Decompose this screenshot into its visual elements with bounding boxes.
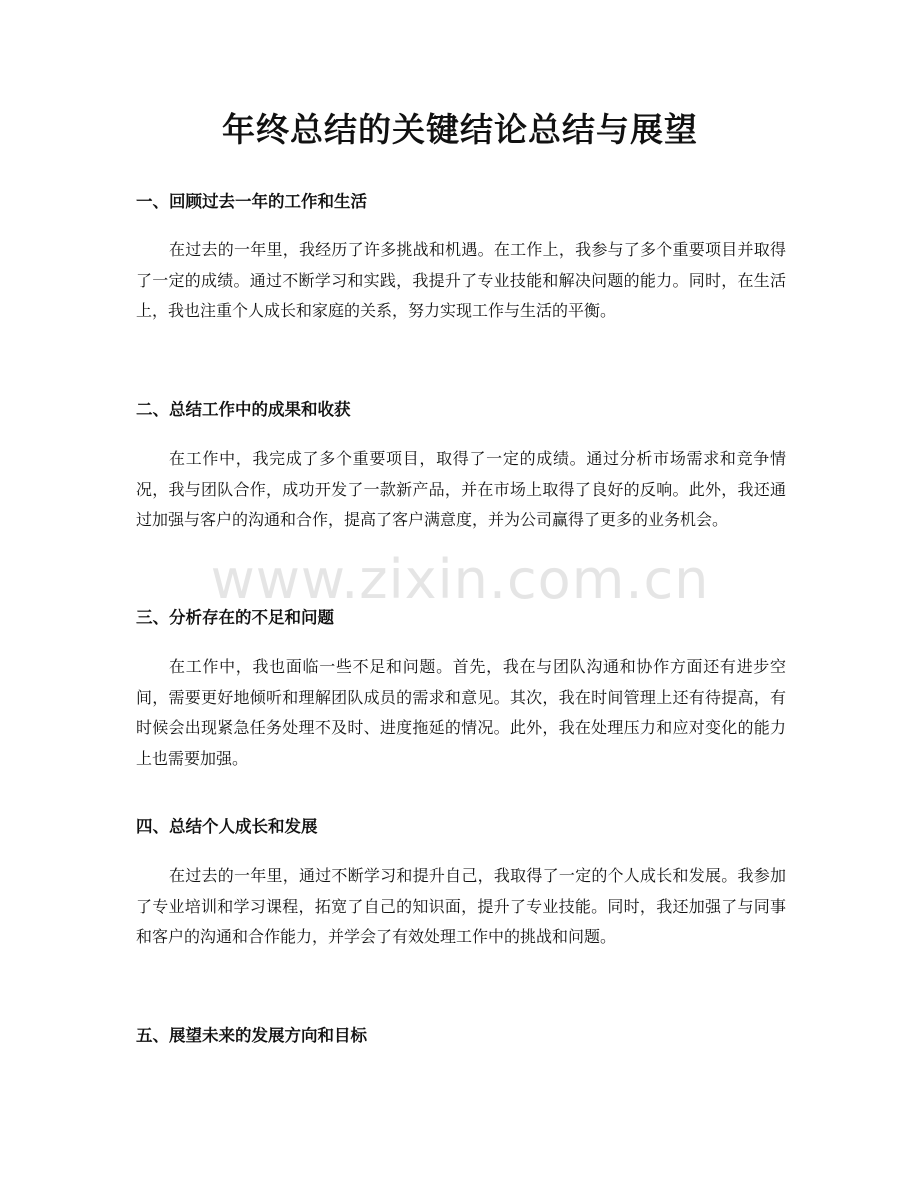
section-body-4: 在过去的一年里，通过不断学习和提升自己，我取得了一定的个人成长和发展。我参加了专业培训和学习课程，拓宽了自己的知识面，提升了专业技能。同时，我还加强了与同事和客户的沟通和合作能力，并学会了有效处理工作中的挑战和问题。 [136,866,786,946]
section-body-1: 在过去的一年里，我经历了许多挑战和机遇。在工作上，我参与了多个重要项目并取得了一定的成绩。通过不断学习和实践，我提升了专业技能和解决问题的能力。同时，在生活上，我也注重个人成长和家庭的关系，努力实现工作与生活的平衡。 [136,240,786,320]
section-body-3: 在工作中，我也面临一些不足和问题。首先，我在与团队沟通和协作方面还有进步空间，需要更好地倾听和理解团队成员的需求和意见。其次，我在时间管理上还有待提高，有时候会出现紧急任务处理不及时、进度拖延的情况。此外，我在处理压力和应对变化的能力上也需要加强。 [136,657,786,768]
section-heading-1: 一、回顾过去一年的工作和生活 [136,192,367,211]
section-heading-5: 五、展望未来的发展方向和目标 [136,1026,367,1045]
document-title: 年终总结的关键结论总结与展望 [222,110,698,149]
section-heading-4: 四、总结个人成长和发展 [136,817,318,836]
section-heading-2: 二、总结工作中的成果和收获 [136,400,351,419]
section-heading-3: 三、分析存在的不足和问题 [136,608,334,627]
watermark-text: www.zixin.com.cn [210,548,710,611]
section-body-2: 在工作中，我完成了多个重要项目，取得了一定的成绩。通过分析市场需求和竞争情况，我与团队合作，成功开发了一款新产品，并在市场上取得了良好的反响。此外，我还通过加强与客户的沟通和合作，提高了客户满意度，并为公司赢得了更多的业务机会。 [136,449,786,529]
